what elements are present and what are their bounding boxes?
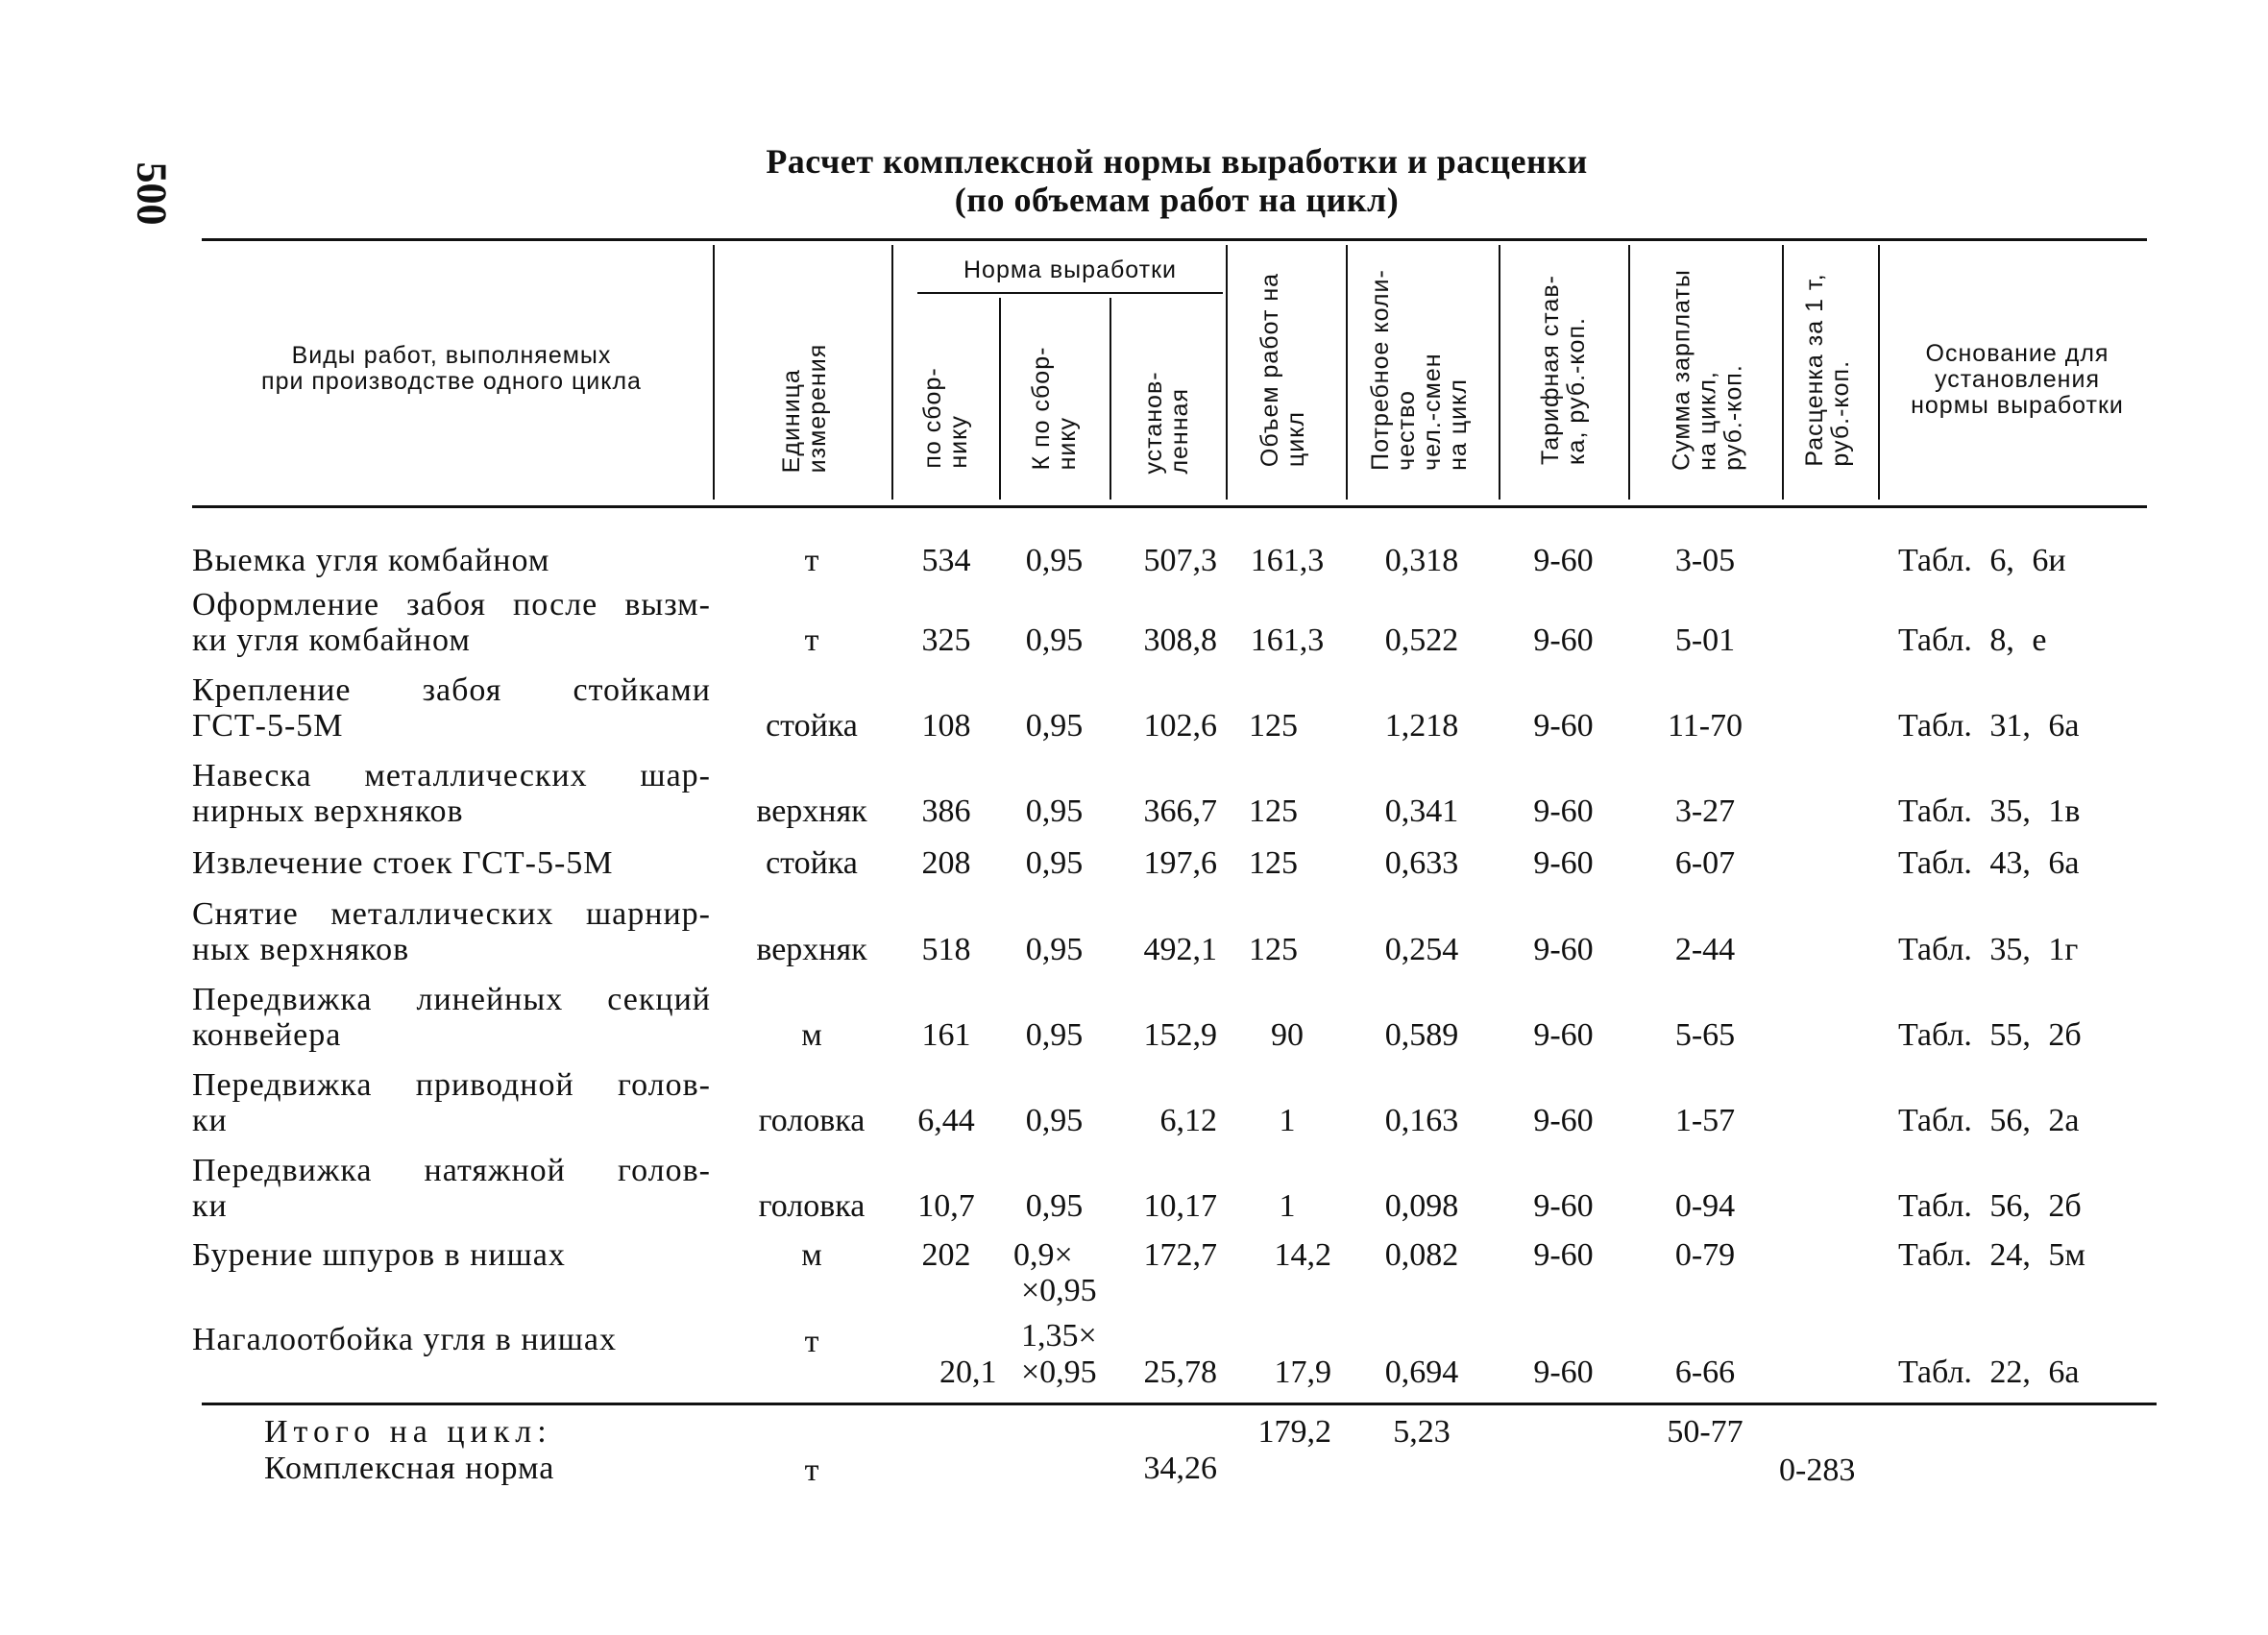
cell-est: 308,8 [1143,622,1217,658]
cell-vol: 1 [1279,1103,1296,1138]
cell-basis: Табл. 43, 6а [1898,845,2080,881]
table-top-rule [202,238,2147,241]
cell-basis: Табл. 6, 6и [1898,543,2066,578]
cell-basis: Табл. 31, 6а [1898,708,2080,744]
cell-vol: 125 [1249,932,1298,967]
cell-unit: головка [758,1103,866,1138]
cell-k: 0,9× [1013,1237,1073,1273]
cell-by: 108 [921,708,971,744]
table-row-work: Передвижка натяжной голов- ки [192,1153,711,1224]
cell-unit: м [801,1017,822,1053]
cell-tariff: 9-60 [1533,708,1594,744]
cell-sum: 0-94 [1674,1188,1736,1224]
cell-basis: Табл. 56, 2б [1898,1188,2082,1224]
complex-rate: 0-283 [1779,1452,1856,1488]
cell-by: 386 [921,793,971,829]
cell-unit: стойка [766,845,858,881]
cell-by: 518 [921,932,971,967]
title-line-1: Расчет комплексной нормы выработки и расценки [766,142,1588,181]
cell-k: 0,95 [1025,708,1084,744]
header-volume: Объем работ на цикл [1256,272,1309,468]
cell-by: 6,44 [917,1103,975,1138]
cell-unit: т [804,543,819,578]
cell-basis: Табл. 24, 5м [1898,1237,2085,1273]
cell-vol: 161,3 [1250,543,1325,578]
cell-unit: головка [758,1188,866,1224]
cell-sum: 3-05 [1674,543,1736,578]
cell-est: 10,17 [1143,1188,1217,1224]
cell-k: 1,35× [1021,1318,1097,1354]
col-divider [1110,298,1111,500]
cell-unit: т [804,1324,819,1359]
header-work: Виды работ, выполняемых при производстве одного цикла [261,342,642,395]
cell-k: 0,95 [1025,543,1084,578]
header-established: установ- ленная [1140,371,1193,475]
cell-sum: 5-01 [1674,622,1736,658]
cell-req: 0,694 [1384,1354,1459,1390]
complex-unit: т [804,1452,819,1488]
totals-label: Итого на цикл: [264,1414,552,1450]
header-by-collection: по сбор- нику [919,367,972,469]
cell-est: 102,6 [1143,708,1217,744]
cell-unit: верхняк [756,793,867,829]
cell-est: 197,6 [1143,845,1217,881]
cell-by: 10,7 [917,1188,975,1224]
cell-est: 25,78 [1143,1354,1217,1390]
col-divider [891,245,893,500]
header-k: К по сбор- нику [1028,346,1081,471]
cell-sum: 11-70 [1667,708,1744,744]
cell-tariff: 9-60 [1533,793,1594,829]
totals-rule [202,1403,2157,1405]
cell-by: 325 [921,622,971,658]
cell-by: 202 [921,1237,971,1273]
cell-vol: 90 [1271,1017,1304,1053]
header-basis: Основание для установления нормы выработки [1911,340,2124,419]
cell-vol: 125 [1249,708,1298,744]
cell-tariff: 9-60 [1533,622,1594,658]
complex-est: 34,26 [1143,1451,1217,1486]
header-salary: Сумма зарплаты на цикл, руб.-коп. [1668,269,1747,471]
table-row-work: Крепление забоя стойками ГСТ-5-5М [192,672,711,744]
cell-req: 0,318 [1384,543,1459,578]
table-row-work: Навеска металлических шар- нирных верхняков [192,758,711,829]
cell-by: 161 [921,1017,971,1053]
cell-by: 534 [921,543,971,578]
table-row-work: Снятие металлических шарнир- ных верхняков [192,896,711,967]
col-divider [1226,245,1228,500]
cell-tariff: 9-60 [1533,1103,1594,1138]
cell-est: 366,7 [1143,793,1217,829]
cell-vol: 1 [1279,1188,1296,1224]
table-row-work: Извлечение стоек ГСТ-5-5М [192,845,614,881]
cell-est: 507,3 [1143,543,1217,578]
table-row-work: Передвижка линейных секций конвейера [192,982,711,1053]
header-unit: Единица измерения [778,343,831,474]
cell-k: 0,95 [1025,932,1084,967]
cell-req: 0,098 [1384,1188,1459,1224]
cell-k: 0,95 [1025,622,1084,658]
totals-req: 5,23 [1393,1414,1451,1450]
cell-k: 0,95 [1025,1188,1084,1224]
cell-req: 0,341 [1384,793,1459,829]
cell-basis: Табл. 8, е [1898,622,2047,658]
cell-tariff: 9-60 [1533,1017,1594,1053]
cell-req: 0,633 [1384,845,1459,881]
cell-k: 0,95 [1025,845,1084,881]
header-tariff: Тарифная став- ка, руб.-коп. [1537,275,1590,465]
table-row-work: Бурение шпуров в нишах [192,1237,566,1273]
cell-tariff: 9-60 [1533,932,1594,967]
cell-k-cont: ×0,95 [1021,1273,1097,1308]
header-rate: Расценка за 1 т, руб.-коп. [1801,273,1854,467]
cell-unit: м [801,1237,822,1273]
cell-by: 20,1 [939,1354,997,1390]
cell-sum: 0-79 [1674,1237,1736,1273]
col-divider [1628,245,1630,500]
cell-tariff: 9-60 [1533,1237,1594,1273]
cell-est: 172,7 [1143,1237,1217,1273]
table-row-work: Оформление забоя после вызм- ки угля комбайном [192,587,711,658]
cell-req: 0,254 [1384,932,1459,967]
cell-vol: 17,9 [1274,1354,1331,1390]
cell-vol: 125 [1249,845,1298,881]
col-divider [1499,245,1500,500]
cell-k: 0,95 [1025,1103,1084,1138]
cell-tariff: 9-60 [1533,1188,1594,1224]
cell-basis: Табл. 22, 6а [1898,1354,2080,1390]
cell-est: 492,1 [1143,932,1217,967]
header-norm-group: Норма выработки [963,256,1177,283]
cell-tariff: 9-60 [1533,1354,1594,1390]
cell-tariff: 9-60 [1533,543,1594,578]
cell-req: 0,082 [1384,1237,1459,1273]
cell-est: 6,12 [1159,1103,1217,1138]
header-required: Потребное коли- чество чел.-смен на цикл [1367,269,1472,471]
cell-sum: 6-66 [1674,1354,1736,1390]
cell-est: 152,9 [1143,1017,1217,1053]
col-divider [713,245,715,500]
header-bottom-rule [192,505,2147,508]
cell-vol: 14,2 [1274,1237,1331,1273]
col-divider [1782,245,1784,500]
cell-by: 208 [921,845,971,881]
table-row-work: Нагалоотбойка угля в нишах [192,1322,617,1357]
cell-req: 1,218 [1384,708,1459,744]
totals-vol: 179,2 [1257,1414,1331,1450]
page-title [576,142,1777,219]
table-row-work: Выемка угля комбайном [192,543,550,578]
cell-req: 0,163 [1384,1103,1459,1138]
page-number: 500 [128,161,176,226]
complex-label: Комплексная норма [264,1451,555,1486]
col-divider [1878,245,1880,500]
cell-sum: 3-27 [1674,793,1736,829]
cell-sum: 2-44 [1674,932,1736,967]
cell-k: 0,95 [1025,1017,1084,1053]
cell-basis: Табл. 56, 2а [1898,1103,2080,1138]
table-row-work: Передвижка приводной голов- ки [192,1067,711,1138]
title-line-2: (по объемам работ на цикл) [954,181,1400,219]
cell-k-cont: ×0,95 [1021,1354,1097,1390]
totals-sum: 50-77 [1667,1414,1744,1450]
col-divider [1346,245,1348,500]
cell-unit: стойка [766,708,858,744]
cell-basis: Табл. 55, 2б [1898,1017,2082,1053]
cell-unit: верхняк [756,932,867,967]
cell-unit: т [804,622,819,658]
cell-req: 0,589 [1384,1017,1459,1053]
cell-sum: 5-65 [1674,1017,1736,1053]
cell-k: 0,95 [1025,793,1084,829]
cell-vol: 125 [1249,793,1298,829]
col-divider [999,298,1001,500]
cell-tariff: 9-60 [1533,845,1594,881]
cell-sum: 1-57 [1674,1103,1736,1138]
cell-basis: Табл. 35, 1г [1898,932,2079,967]
cell-vol: 161,3 [1250,622,1325,658]
norm-group-rule [917,292,1223,294]
cell-req: 0,522 [1384,622,1459,658]
cell-sum: 6-07 [1674,845,1736,881]
cell-basis: Табл. 35, 1в [1898,793,2081,829]
